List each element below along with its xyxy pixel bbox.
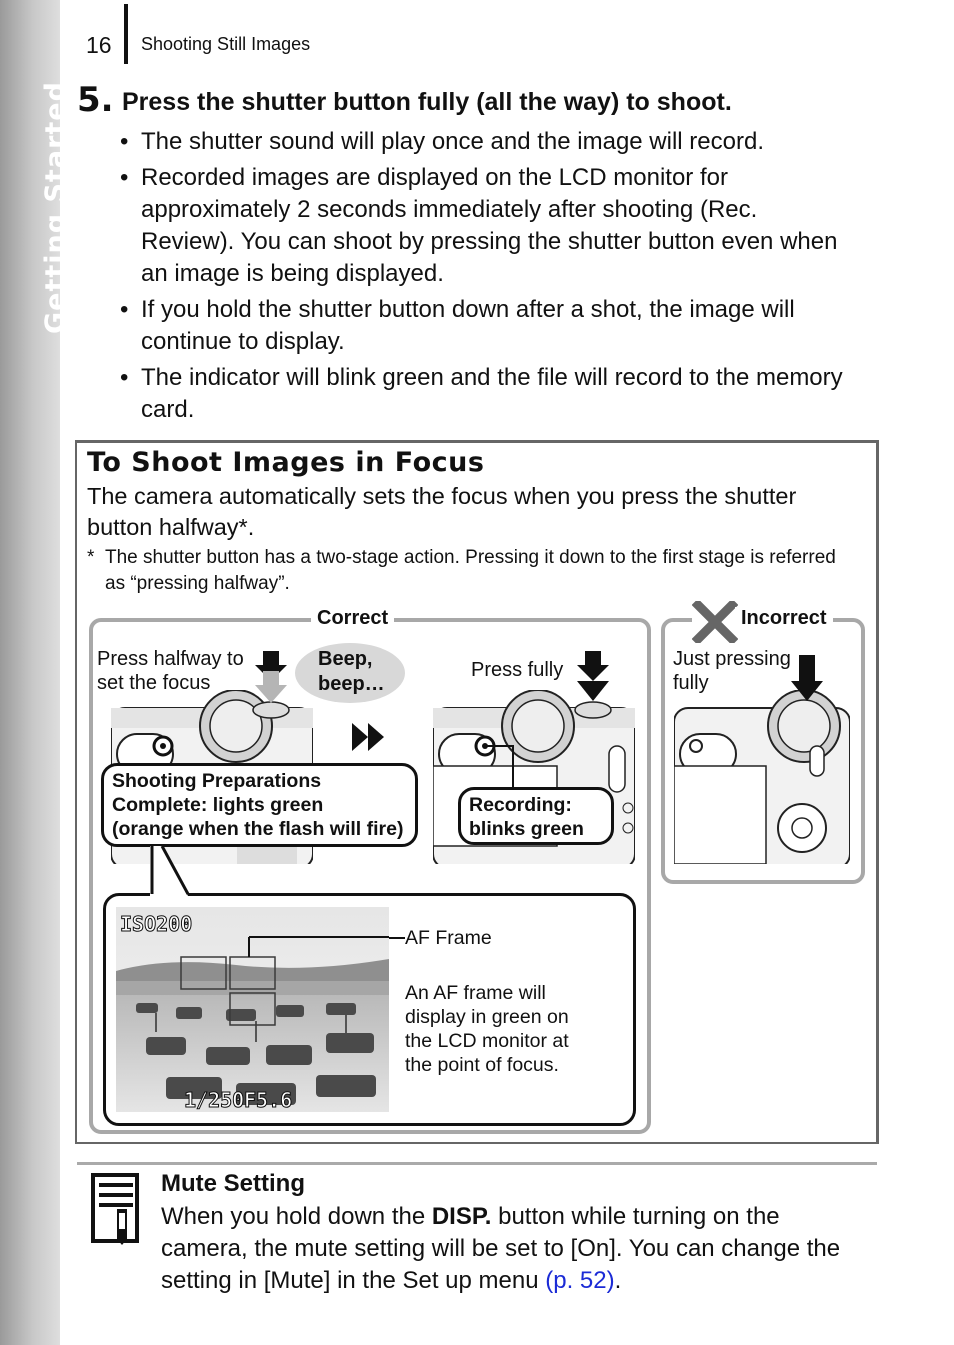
press-fully-arrow-icon: [577, 651, 609, 703]
footnote-text: The shutter button has a two-stage action. Pressing it down to the first stage is referred as “pressing halfway”.: [105, 547, 836, 594]
bullet-item: • The shutter sound will play once and the image will record.: [120, 126, 850, 158]
iso-readout: ISO200: [120, 912, 193, 936]
press-fully-text: Press fully: [471, 659, 564, 681]
aperture-readout: F5.6: [244, 1088, 293, 1112]
note-text-end: .: [614, 1267, 622, 1294]
beep-text: Beep, beep…: [318, 648, 385, 695]
just-pressing-text: Just pressing fully: [673, 648, 791, 694]
step-bullets: [120, 126, 850, 430]
recording-callout: [458, 787, 614, 845]
footnote: [87, 545, 857, 597]
bullet-item: • If you hold the shutter button down after a shot, the image will continue to display.: [120, 294, 850, 358]
af-leader-line: [389, 936, 405, 940]
next-step-arrow-icon: [352, 723, 386, 751]
bullet-item: • The indicator will blink green and the file will record to the memory card.: [120, 362, 850, 426]
disp-button-name: DISP.: [431, 1203, 492, 1230]
note-text-before: When you hold down the: [161, 1203, 432, 1230]
rec-line: blinks green: [469, 818, 584, 840]
header-rule: [124, 4, 128, 64]
step-number: 5.: [77, 80, 114, 120]
section-title: Shooting Still Images: [141, 34, 311, 54]
side-tab: [0, 0, 71, 1345]
prep-line: Shooting Preparations: [112, 770, 322, 792]
focus-title: To Shoot Images in Focus: [87, 447, 485, 478]
callout-pointer: [140, 846, 200, 898]
side-tab-label: Getting Started: [40, 81, 71, 334]
af-frame-desc: An AF frame will display in green on the LCD monitor at the point of focus.: [405, 982, 569, 1076]
incorrect-label: Incorrect: [735, 607, 833, 630]
af-frame-label: AF Frame: [405, 927, 492, 949]
page-number: 16: [86, 32, 112, 58]
lcd-photo: [116, 907, 389, 1112]
note-title: Mute Setting: [161, 1170, 305, 1197]
bullet-item: • Recorded images are displayed on the LCD monitor for approximately 2 seconds immediately after shooting (Rec. Review). You can shoot by pressing the shutter button even when an image is being displayed.: [120, 162, 850, 290]
note-text-after: button while turning on the camera, the mute setting will be set to [On]. You can change the setting in [Mute] in the Set up menu: [161, 1203, 841, 1294]
prep-callout: [101, 763, 418, 847]
focus-description: The camera automatically sets the focus when you press the shutter button halfway*.: [87, 483, 797, 540]
page-link[interactable]: (p. 52): [545, 1267, 615, 1294]
note-rule: [77, 1162, 877, 1165]
shutter-readout: 1/250: [184, 1088, 245, 1112]
memo-pencil-icon: [91, 1173, 145, 1245]
step-title: Press the shutter button fully (all the way) to shoot.: [122, 88, 732, 116]
press-halfway-text: Press halfway to set the focus: [97, 648, 244, 694]
correct-label: Correct: [311, 607, 394, 630]
footnote-mark: *: [87, 547, 95, 568]
rec-line: Recording:: [469, 794, 572, 816]
x-icon: [692, 601, 738, 643]
press-halfway-arrow-icon: [255, 651, 287, 703]
note-text: [161, 1201, 861, 1297]
camera-incorrect: [674, 690, 850, 864]
prep-line: (orange when the flash will fire): [112, 818, 404, 840]
prep-line: Complete: lights green: [112, 794, 324, 816]
